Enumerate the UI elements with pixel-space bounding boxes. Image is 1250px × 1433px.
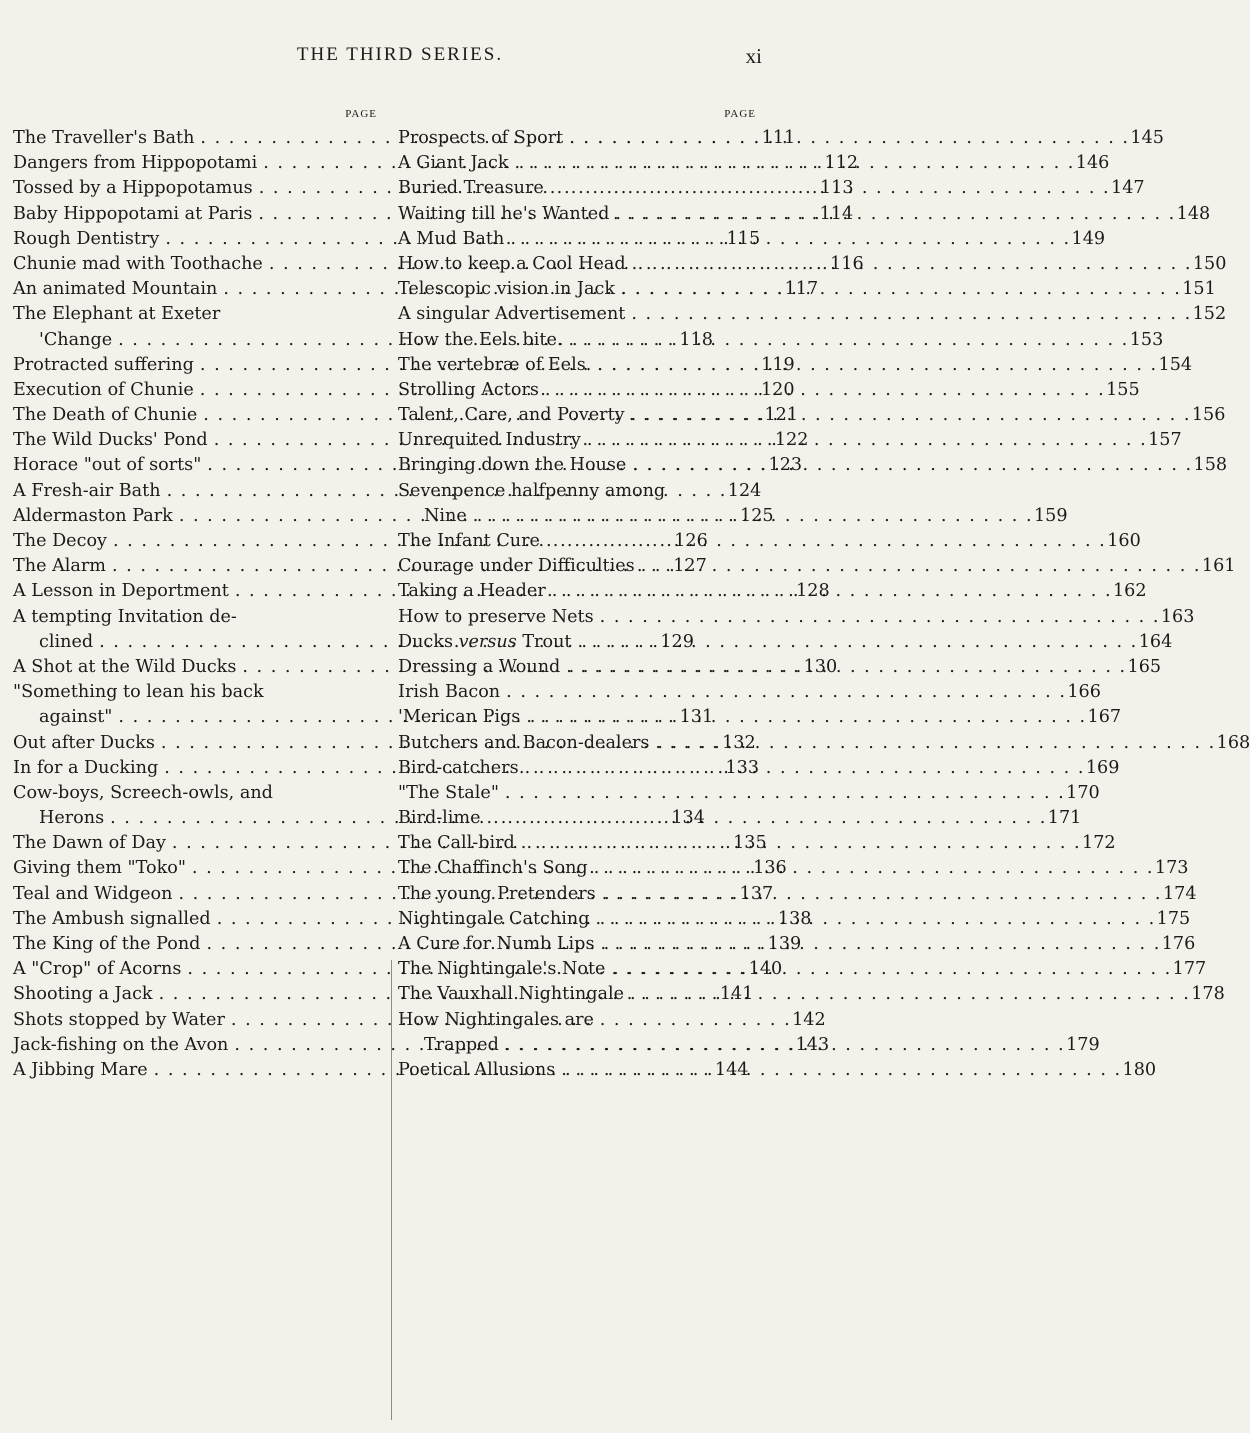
entry-title: A Mud Bath xyxy=(398,228,505,249)
entry-title: "The Stale" xyxy=(398,782,499,803)
entry-title: Protracted suffering xyxy=(13,354,194,375)
running-title: THE THIRD SERIES. xyxy=(296,44,504,65)
entry-page-number: 155 xyxy=(1106,379,1140,400)
entry-title: The Dawn of Day xyxy=(13,833,166,854)
entry-title: Bird-catchers xyxy=(398,757,519,778)
entry-page-number: 127 xyxy=(673,556,707,577)
running-header xyxy=(0,44,800,74)
entry-page-number: 128 xyxy=(796,581,830,602)
folio-number: xi xyxy=(745,44,762,68)
dot-leader xyxy=(588,856,1153,881)
entry-title: clined xyxy=(39,631,94,652)
entry-page-number: 141 xyxy=(719,984,754,1005)
dot-leader xyxy=(625,302,1190,327)
entry-title: 'Change xyxy=(39,329,113,350)
entry-title: against" xyxy=(39,707,113,728)
contents-entry xyxy=(398,806,1082,831)
entry-title: Strolling Actors xyxy=(398,379,539,400)
entry-title: How the Eels bite. xyxy=(398,329,563,350)
entry-page-number: 113 xyxy=(819,178,854,199)
entry-title: The Nightingale's Note xyxy=(398,959,606,980)
entry-title: The Death of Chunie xyxy=(13,405,198,426)
contents-entry xyxy=(13,781,381,806)
entry-title: Teal and Widgeon xyxy=(13,883,173,904)
entry-title: Ducks versus Trout xyxy=(398,631,572,652)
dot-leader xyxy=(515,831,1080,856)
entry-title: Irish Bacon xyxy=(398,682,501,703)
dot-leader xyxy=(624,982,1189,1007)
dot-leader xyxy=(649,731,1214,756)
entry-title: Rough Dentistry xyxy=(13,228,160,249)
entry-page-number: 174 xyxy=(1162,883,1197,904)
entry-page-number: 115 xyxy=(726,228,761,249)
entry-page-number: 118 xyxy=(679,329,713,350)
contents-entry xyxy=(398,1058,1157,1083)
dot-leader xyxy=(589,907,1154,932)
entry-title: Shots stopped by Water xyxy=(13,1009,225,1030)
entry-title: Tossed by a Hippopotamus xyxy=(13,178,253,199)
entry-page-number: 112 xyxy=(824,153,859,174)
entry-title: A singular Advertisement xyxy=(398,304,626,325)
dot-leader xyxy=(571,630,1136,655)
entry-page-number: 120 xyxy=(760,379,795,400)
dot-leader xyxy=(591,353,1156,378)
contents-entry xyxy=(398,756,1120,781)
entry-title: The Infant Cure xyxy=(398,531,540,551)
entry-title: Bird-lime xyxy=(398,808,481,829)
contents-entry xyxy=(398,302,1227,327)
dot-leader xyxy=(504,227,1069,252)
entry-page-number: 180 xyxy=(1122,1059,1157,1080)
entry-title: The Wild Ducks' Pond xyxy=(13,430,208,451)
entry-page-number: 178 xyxy=(1191,984,1225,1005)
entry-title: Waiting till he's Wanted xyxy=(398,203,610,224)
entry-page-number: 134 xyxy=(671,808,705,829)
entry-page-number: 162 xyxy=(1112,581,1147,602)
entry-title: Sevenpence halfpenny among xyxy=(398,480,666,501)
contents-entry xyxy=(13,302,381,327)
entry-page-number: 168 xyxy=(1216,732,1250,753)
entry-page-number: 142 xyxy=(792,1009,826,1030)
entry-title: Telescopic vision in Jack xyxy=(398,279,615,300)
entry-title: Taking a Header xyxy=(398,581,546,602)
dot-leader xyxy=(467,504,1032,529)
entry-title: The young Pretenders xyxy=(398,883,596,904)
entry-page-number: 121 xyxy=(764,405,799,426)
dot-leader xyxy=(596,882,1161,907)
entry-page-number: 147 xyxy=(1111,178,1145,199)
entry-page-number: 158 xyxy=(1193,455,1228,476)
entry-title: The Traveller's Bath xyxy=(13,128,195,148)
entry-page-number: 144 xyxy=(714,1059,749,1080)
entry-page-number: 153 xyxy=(1129,329,1164,350)
entry-title: Courage under Difficulties xyxy=(398,556,635,577)
entry-page-number: 119 xyxy=(761,354,795,375)
entry-page-number: 130 xyxy=(803,656,838,677)
dot-leader xyxy=(581,428,1146,453)
entry-page-number: 163 xyxy=(1160,606,1195,627)
entry-title: Nine xyxy=(424,505,467,526)
entry-page-number: 131 xyxy=(679,707,714,728)
dot-leader xyxy=(555,1058,1120,1083)
entry-title: Herons xyxy=(39,808,105,829)
entry-page-number: 170 xyxy=(1066,782,1100,803)
entry-page-number: 176 xyxy=(1161,934,1196,954)
entry-page-number: 173 xyxy=(1154,858,1189,879)
entry-page-number: 161 xyxy=(1201,556,1236,577)
entry-title: Out after Ducks xyxy=(13,732,155,753)
dot-leader xyxy=(546,579,1111,604)
entry-title: Chunie mad with Toothache xyxy=(13,253,263,274)
entry-page-number: 140 xyxy=(748,959,783,980)
dot-leader xyxy=(605,957,1170,982)
contents-entry xyxy=(398,781,1100,806)
entry-page-number: 169 xyxy=(1085,757,1120,778)
entry-title: An animated Mountain xyxy=(13,279,218,300)
dot-leader xyxy=(625,403,1190,428)
column-divider xyxy=(391,960,392,1420)
entry-title: How to keep a Cool Head xyxy=(398,253,626,274)
dot-leader xyxy=(626,453,1191,478)
dot-leader xyxy=(499,781,1064,806)
contents-entry xyxy=(398,630,1173,655)
entry-page-number: 139 xyxy=(767,934,802,954)
entry-page-number: 157 xyxy=(1148,430,1182,451)
entry-title: The Call-bird xyxy=(398,833,515,854)
contents-entry xyxy=(398,731,1250,756)
dot-leader xyxy=(481,806,1046,831)
entry-title: Trapped xyxy=(424,1034,499,1055)
dot-leader xyxy=(499,1033,1064,1058)
entry-title: A Giant Jack xyxy=(398,153,509,174)
dot-leader xyxy=(594,932,1159,957)
entry-title: Poetical Allusions xyxy=(398,1059,556,1080)
entry-title: The Ambush signalled xyxy=(13,908,211,929)
entry-title: Shooting a Jack xyxy=(13,984,153,1005)
entry-page-number: 133 xyxy=(725,757,760,778)
entry-page-number: 164 xyxy=(1138,631,1173,652)
dot-leader xyxy=(609,202,1174,227)
entry-page-number: 122 xyxy=(774,430,809,451)
entry-title: A Cure for Numb Lips xyxy=(398,934,595,954)
entry-page-number: 123 xyxy=(768,455,803,476)
entry-title: The Elephant at Exeter xyxy=(13,304,221,325)
entry-title: A Lesson in Deportment xyxy=(13,581,229,602)
entry-title: Execution of Chunie xyxy=(13,379,194,400)
dot-leader xyxy=(560,655,1125,680)
entry-title: A Fresh-air Bath xyxy=(13,480,161,501)
entry-page-number: 132 xyxy=(722,732,756,753)
entry-page-number: 135 xyxy=(733,833,767,854)
entry-page-number: 179 xyxy=(1066,1034,1100,1055)
entry-page-number: 116 xyxy=(830,253,864,274)
entry-title: A tempting Invitation de- xyxy=(13,606,237,627)
entry-title: Prospects of Sport xyxy=(398,128,564,148)
entry-page-number: 137 xyxy=(739,883,774,904)
entry-page-number: 152 xyxy=(1192,304,1227,325)
contents-entry xyxy=(398,554,1236,579)
contents-entry xyxy=(398,1008,760,1033)
entry-title: Bringing down the House xyxy=(398,455,627,476)
entry-page-number: 156 xyxy=(1191,405,1226,426)
entry-title: Cow-boys, Screech-owls, and xyxy=(13,782,273,803)
entry-page-number: 150 xyxy=(1192,253,1227,274)
contents-entry xyxy=(398,227,1106,252)
contents-entry xyxy=(398,680,1101,705)
entry-page-number: 149 xyxy=(1071,228,1106,249)
entry-title: How Nightingales are xyxy=(398,1009,594,1030)
entry-title: Dressing a Wound xyxy=(398,656,561,677)
entry-page-number: 117 xyxy=(784,279,819,300)
entry-title: Talent, Care, and Poverty xyxy=(398,405,625,426)
contents-entry xyxy=(398,328,1164,353)
dot-leader xyxy=(563,126,1128,151)
dot-leader xyxy=(519,756,1084,781)
entry-title: The Vauxhall Nightingale xyxy=(398,984,625,1005)
entry-title: Dangers from Hippopotami xyxy=(13,153,258,174)
dot-leader xyxy=(540,529,1105,554)
entry-title: Aldermaston Park xyxy=(13,505,173,526)
dot-leader xyxy=(626,252,1191,277)
dot-leader xyxy=(562,328,1127,353)
entry-page-number: 159 xyxy=(1033,505,1068,526)
contents-entry xyxy=(398,504,1068,529)
dot-leader xyxy=(509,151,1074,176)
entry-title: The Alarm xyxy=(13,556,106,577)
entry-title: Unrequited Industry xyxy=(398,430,581,451)
entry-page-number: 175 xyxy=(1156,908,1191,929)
entry-title: A "Crop" of Acorns xyxy=(13,959,182,980)
contents-entry xyxy=(13,680,381,705)
entry-page-number: 171 xyxy=(1047,808,1082,829)
entry-page-number: 114 xyxy=(819,203,854,224)
dot-leader xyxy=(539,378,1104,403)
entry-title: Baby Hippopotami at Paris xyxy=(13,203,253,224)
entry-title: Buried Treasure xyxy=(398,178,544,199)
entry-title: How to preserve Nets xyxy=(398,606,594,627)
entry-page-number: 165 xyxy=(1127,656,1162,677)
contents-entry xyxy=(398,705,1122,730)
entry-title: Jack-fishing on the Avon xyxy=(13,1034,229,1055)
dot-leader xyxy=(520,705,1085,730)
entry-page-number: 172 xyxy=(1082,833,1116,854)
entry-page-number: 154 xyxy=(1158,354,1193,375)
entry-page-number: 151 xyxy=(1182,279,1216,300)
entry-page-number: 143 xyxy=(795,1034,830,1055)
contents-entry xyxy=(398,479,760,504)
entry-page-number: 124 xyxy=(727,480,762,501)
entry-page-number: 125 xyxy=(740,505,774,526)
contents-entry xyxy=(398,831,1116,856)
dot-leader xyxy=(594,605,1159,630)
entry-page-number: 145 xyxy=(1130,128,1164,148)
entry-page-number: 129 xyxy=(660,631,694,652)
entry-page-number: 126 xyxy=(674,531,708,551)
entry-page-number: 148 xyxy=(1176,203,1211,224)
entry-title: The King of the Pond xyxy=(13,934,201,954)
entry-title: Nightingale Catching xyxy=(398,908,590,929)
contents-entry xyxy=(398,882,1197,907)
entry-title: Giving them "Toko" xyxy=(13,858,186,879)
contents-entry xyxy=(398,605,1195,630)
entry-page-number: 177 xyxy=(1172,959,1207,980)
entry-page-number: 160 xyxy=(1107,531,1141,551)
entry-title: The vertebræ of Eels. xyxy=(398,354,592,375)
entry-page-number: 136 xyxy=(753,858,787,879)
dot-leader xyxy=(635,554,1200,579)
entry-title: The Chaffinch's Song xyxy=(398,858,588,879)
contents-entry xyxy=(398,529,1141,554)
entry-title: "Something to lean his back xyxy=(13,682,264,703)
entry-title: 'Merican Pigs xyxy=(398,707,521,728)
dot-leader xyxy=(544,176,1109,201)
entry-title: Butchers and Bacon-dealers xyxy=(398,732,650,753)
contents-entry xyxy=(398,982,1225,1007)
entry-title: The Decoy xyxy=(13,531,107,551)
entry-page-number: 146 xyxy=(1075,153,1110,174)
dot-leader xyxy=(615,277,1180,302)
page-column-label: PAGE xyxy=(724,108,756,120)
entry-page-number: 166 xyxy=(1067,682,1101,703)
entry-title: Horace "out of sorts" xyxy=(13,455,202,476)
entry-page-number: 167 xyxy=(1087,707,1122,728)
entry-title: In for a Ducking xyxy=(13,757,159,778)
entry-page-number: 138 xyxy=(777,908,812,929)
page-column-label: PAGE xyxy=(345,108,377,120)
entry-title: A Jibbing Mare xyxy=(13,1059,148,1080)
dot-leader xyxy=(500,680,1065,705)
entry-title: A Shot at the Wild Ducks xyxy=(13,656,237,677)
entry-page-number: 111 xyxy=(761,128,796,148)
contents-entry xyxy=(13,605,381,630)
